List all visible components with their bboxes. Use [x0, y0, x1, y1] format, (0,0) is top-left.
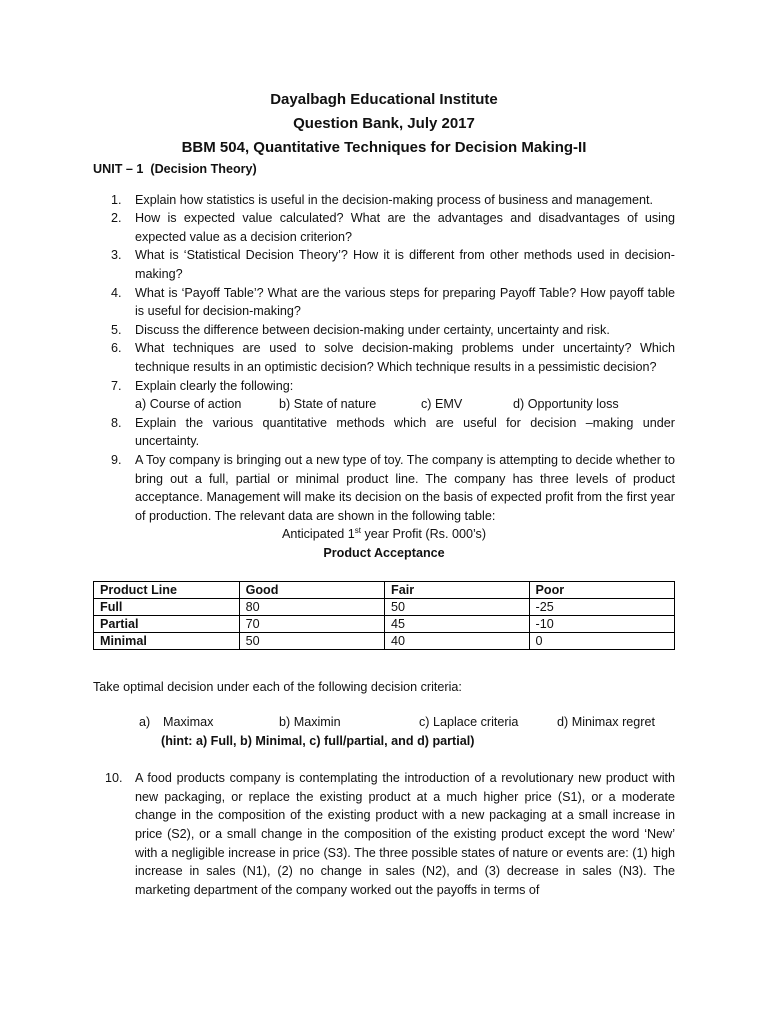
table-cell: 80 [239, 599, 384, 616]
question-item [93, 284, 675, 321]
caption-text: Anticipated 1 [281, 527, 355, 542]
criteria-item: b) Maximin [279, 715, 341, 730]
criteria-list [93, 713, 675, 732]
table-cell: 0 [529, 633, 675, 650]
payoff-table [93, 581, 675, 650]
unit-heading [93, 160, 675, 179]
table-cell: 70 [239, 616, 384, 633]
q7-options [135, 395, 675, 414]
question-item [93, 377, 675, 414]
question-item [93, 769, 675, 899]
question-text: Explain clearly the following: [135, 378, 294, 393]
institute-name: Dayalbagh Educational Institute [270, 91, 498, 108]
question-item [93, 209, 675, 246]
criteria-item: Maximax [163, 715, 214, 730]
question-text: A food products company is contemplating the introduction of a revolutionary new product with new packaging, or replace the existing product at a much higher price (S1), or a moderate change in the composition of the existing product with a new packaging at a small increase in price (S2), or a small change in the composition of the existing product except the word ‘New’ with a negligible increase in price (S3). The three possible states of nature or events are: (1) high increase in sales (N1), (2) no change in sales (N2), and (3) decrease in sales (N3). The marketing department of the company worked out the payoffs in terms of [135, 771, 675, 897]
q7-option: b) State of nature [279, 397, 377, 412]
table-cell: Full [94, 599, 240, 616]
question-number: 1. [111, 192, 122, 207]
table-cell: 50 [239, 633, 384, 650]
criteria-item: d) Minimax regret [557, 715, 655, 730]
unit-title: (Decision Theory) [150, 162, 257, 176]
question-number: 10. [105, 771, 123, 786]
question-item [93, 191, 675, 210]
question-text: Discuss the difference between decision-making under certainty, uncertainty and risk. [135, 322, 610, 337]
question-number: 9. [111, 452, 122, 467]
question-item [93, 339, 675, 376]
question-item [93, 321, 675, 340]
table-cell: -10 [529, 616, 675, 633]
question-text: A Toy company is bringing out a new type of toy. The company is attempting to decide whether to bring out a full, partial or minimal product line. The company has three levels of product acceptance. Management will make its decision on the basis of expected profit from the first year of production. The relevant data are shown in the following table: [135, 452, 675, 523]
question-item [93, 414, 675, 451]
criteria-item: c) Laplace criteria [419, 715, 519, 730]
question-number: 4. [111, 285, 122, 300]
document-page [93, 88, 675, 899]
course-title: BBM 504, Quantitative Techniques for Decision Making-II [181, 139, 587, 156]
table-header-cell: Product Line [94, 582, 240, 599]
question-list [93, 191, 675, 526]
caption-sup: st [354, 526, 361, 536]
criteria-instruction: Take optimal decision under each of the following decision criteria: [93, 680, 462, 695]
table-header-cell: Poor [529, 582, 675, 599]
table-cell: Minimal [94, 633, 240, 650]
table-caption [93, 525, 675, 544]
question-bank-title: Question Bank, July 2017 [293, 115, 475, 132]
question-item [93, 246, 675, 283]
q7-option: c) EMV [421, 397, 463, 412]
question-number: 2. [111, 211, 122, 226]
table-row [94, 616, 675, 633]
table-header-cell: Good [239, 582, 384, 599]
question-text: How is expected value calculated? What are the advantages and disadvantages of using expected value as a decision criterion? [135, 211, 675, 244]
caption-text-post: year Profit (Rs. 000’s) [361, 527, 487, 542]
q7-option: a) Course of action [135, 397, 242, 412]
q7-option: d) Opportunity loss [513, 397, 619, 412]
question-number: 7. [111, 378, 122, 393]
document-header [93, 88, 675, 160]
table-row [94, 633, 675, 650]
question-item [93, 451, 675, 525]
table-header-row [94, 582, 675, 599]
question-number: 3. [111, 248, 122, 263]
table-cell: 50 [385, 599, 529, 616]
question-text: What is ‘Statistical Decision Theory’? How it is different from other methods used in decision-making? [135, 248, 675, 281]
question-number: 5. [111, 322, 122, 337]
question-number: 8. [111, 415, 122, 430]
table-cell: -25 [529, 599, 675, 616]
criteria-item: a) [139, 715, 151, 730]
table-heading: Product Acceptance [323, 545, 445, 560]
table-cell: Partial [94, 616, 240, 633]
question-text: What techniques are used to solve decision-making problems under uncertainty? Which technique results in an optimistic decision? Which technique results in a pessimistic decision? [135, 341, 675, 374]
question-text: Explain how statistics is useful in the decision-making process of business and management. [135, 192, 654, 207]
question-number: 6. [111, 341, 122, 356]
hint-text: (hint: a) Full, b) Minimal, c) full/partial, and d) partial) [161, 733, 475, 748]
table-cell: 40 [385, 633, 529, 650]
question-list-2 [93, 769, 675, 899]
table-row [94, 599, 675, 616]
table-header-cell: Fair [385, 582, 529, 599]
table-cell: 45 [385, 616, 529, 633]
question-text: Explain the various quantitative methods which are useful for decision –making under uncertainty. [135, 415, 675, 449]
question-text: What is ‘Payoff Table’? What are the various steps for preparing Payoff Table? How payoff table is useful for decision-making? [135, 285, 675, 319]
unit-label: UNIT – 1 [93, 162, 144, 176]
